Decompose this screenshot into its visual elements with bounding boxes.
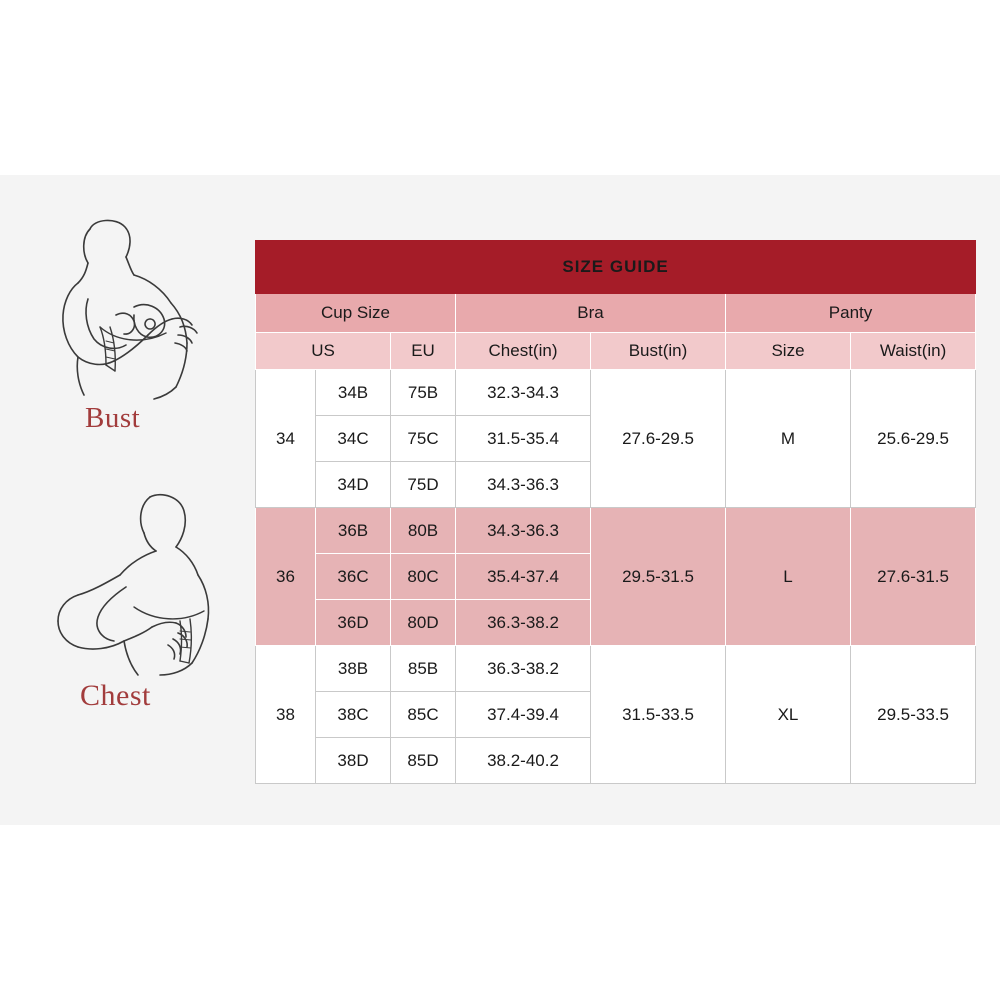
cell-bust-in: 31.5-33.5	[591, 646, 726, 784]
sub-header-row	[256, 333, 976, 370]
cell-panty-size: XL	[726, 646, 851, 784]
cell-chest-in: 36.3-38.2	[456, 600, 591, 646]
cell-eu-cup: 75C	[391, 416, 456, 462]
cell-us-size: 36	[256, 508, 316, 646]
table-title-row	[256, 241, 976, 294]
sub-header-chest: Chest(in)	[456, 333, 591, 370]
chest-caption: Chest	[80, 679, 151, 712]
cell-panty-size: M	[726, 370, 851, 508]
cell-bust-in: 29.5-31.5	[591, 508, 726, 646]
cell-us-cup: 36C	[316, 554, 391, 600]
page-title: SIZE GUIDE	[256, 241, 976, 294]
sub-header-panty-size: Size	[726, 333, 851, 370]
cell-us-cup: 34C	[316, 416, 391, 462]
cell-eu-cup: 75B	[391, 370, 456, 416]
bust-figure-icon	[30, 215, 230, 400]
cell-chest-in: 38.2-40.2	[456, 738, 591, 784]
cell-waist-in: 27.6-31.5	[851, 508, 976, 646]
size-guide-table-wrap	[255, 240, 975, 784]
cell-eu-cup: 85C	[391, 692, 456, 738]
cell-chest-in: 34.3-36.3	[456, 462, 591, 508]
cell-us-cup: 36B	[316, 508, 391, 554]
chest-figure-icon	[30, 487, 230, 677]
cell-eu-cup: 80B	[391, 508, 456, 554]
bust-caption: Bust	[85, 402, 141, 434]
sub-header-bust: Bust(in)	[591, 333, 726, 370]
cell-eu-cup: 80C	[391, 554, 456, 600]
sub-header-eu: EU	[391, 333, 456, 370]
cell-waist-in: 29.5-33.5	[851, 646, 976, 784]
illustration-column	[30, 215, 240, 790]
sub-header-us: US	[256, 333, 391, 370]
size-guide-canvas	[0, 175, 1000, 825]
group-header-panty: Panty	[726, 294, 976, 333]
cell-waist-in: 25.6-29.5	[851, 370, 976, 508]
cell-chest-in: 35.4-37.4	[456, 554, 591, 600]
group-header-bra: Bra	[456, 294, 726, 333]
group-header-row	[256, 294, 976, 333]
cell-us-size: 34	[256, 370, 316, 508]
cell-eu-cup: 75D	[391, 462, 456, 508]
cell-us-size: 38	[256, 646, 316, 784]
table-row	[256, 646, 976, 692]
size-guide-table	[255, 240, 976, 784]
cell-eu-cup: 80D	[391, 600, 456, 646]
table-row	[256, 508, 976, 554]
cell-chest-in: 34.3-36.3	[456, 508, 591, 554]
cell-chest-in: 31.5-35.4	[456, 416, 591, 462]
cell-us-cup: 38D	[316, 738, 391, 784]
chest-illustration-block	[30, 487, 240, 713]
cell-us-cup: 34B	[316, 370, 391, 416]
cell-panty-size: L	[726, 508, 851, 646]
cell-us-cup: 38B	[316, 646, 391, 692]
cell-us-cup: 36D	[316, 600, 391, 646]
sub-header-waist: Waist(in)	[851, 333, 976, 370]
cell-eu-cup: 85B	[391, 646, 456, 692]
cell-chest-in: 36.3-38.2	[456, 646, 591, 692]
group-header-cup-size: Cup Size	[256, 294, 456, 333]
cell-eu-cup: 85D	[391, 738, 456, 784]
cell-chest-in: 32.3-34.3	[456, 370, 591, 416]
cell-us-cup: 34D	[316, 462, 391, 508]
cell-bust-in: 27.6-29.5	[591, 370, 726, 508]
table-row	[256, 370, 976, 416]
cell-chest-in: 37.4-39.4	[456, 692, 591, 738]
cell-us-cup: 38C	[316, 692, 391, 738]
bust-illustration-block	[30, 215, 240, 435]
